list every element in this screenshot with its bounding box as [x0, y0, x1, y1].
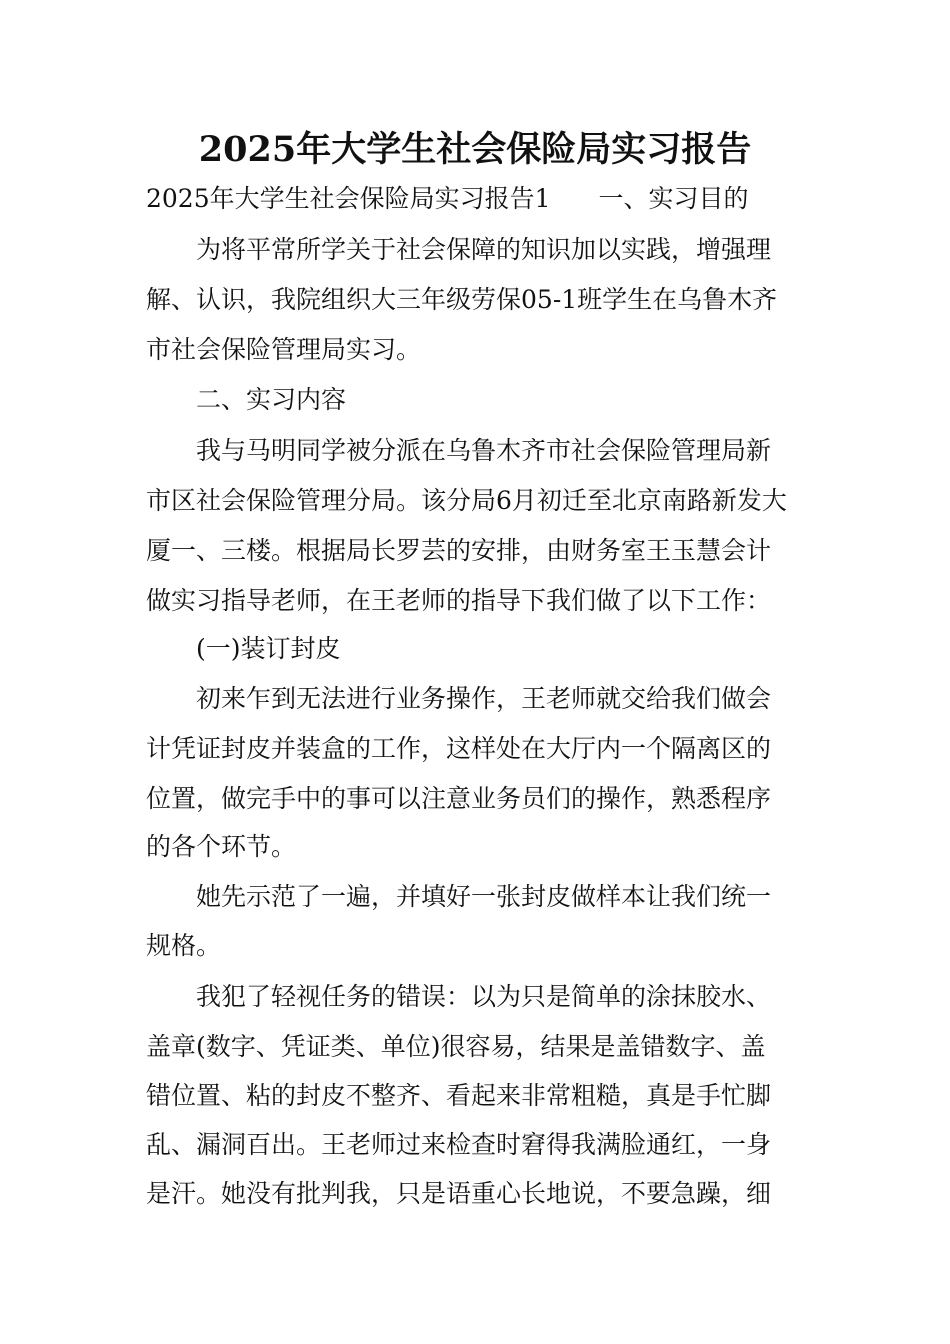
document-title: 2025年大学生社会保险局实习报告: [198, 129, 752, 170]
report-subtitle-line: [146, 174, 749, 224]
paragraph-line: 是汗。她没有批判我，只是语重心长地说，不要急躁，细: [146, 1179, 772, 1208]
paragraph-line: 错位置、粘的封皮不整齐、看起来非常粗糙，真是手忙脚: [146, 1081, 772, 1110]
paragraph-line: 盖章(数字、凭证类、单位)很容易，结果是盖错数字、盖: [146, 1032, 766, 1061]
report-subtitle: 2025年大学生社会保险局实习报告1: [146, 184, 551, 213]
paragraph-line: 我与马明同学被分派在乌鲁木齐市社会保险管理局新: [196, 436, 772, 465]
paragraph-line: 厦一、三楼。根据局长罗芸的安排，由财务室王玉慧会计: [146, 536, 772, 565]
section-heading-purpose: 一、实习目的: [598, 184, 749, 213]
paragraph-line: 计凭证封皮并装盒的工作，这样处在大厅内一个隔离区的: [146, 734, 772, 763]
paragraph-line: 市区社会保险管理分局。该分局6月初迁至北京南路新发大: [146, 486, 787, 515]
paragraph-line: 市社会保险管理局实习。: [146, 335, 422, 364]
paragraph-line: 做实习指导老师，在王老师的指导下我们做了以下工作：: [146, 586, 772, 615]
paragraph-line: 位置，做完手中的事可以注意业务员们的操作，熟悉程序: [146, 784, 772, 813]
subsection-heading: (一)装订封皮: [196, 634, 341, 663]
section-heading-content: 二、实习内容: [196, 385, 347, 414]
paragraph-line: 我犯了轻视任务的错误：以为只是简单的涂抹胶水、: [196, 982, 772, 1011]
paragraph-line: 的各个环节。: [146, 832, 297, 861]
paragraph-line: 乱、漏洞百出。王老师过来检查时窘得我满脸通红，一身: [146, 1130, 772, 1159]
paragraph-line: 规格。: [146, 931, 222, 960]
paragraph-line: 为将平常所学关于社会保障的知识加以实践，增强理: [196, 235, 772, 264]
paragraph-line: 她先示范了一遍，并填好一张封皮做样本让我们统一: [196, 882, 772, 911]
paragraph-line: 初来乍到无法进行业务操作，王老师就交给我们做会: [196, 684, 772, 713]
paragraph-line: 解、认识，我院组织大三年级劳保05-1班学生在乌鲁木齐: [146, 285, 778, 314]
